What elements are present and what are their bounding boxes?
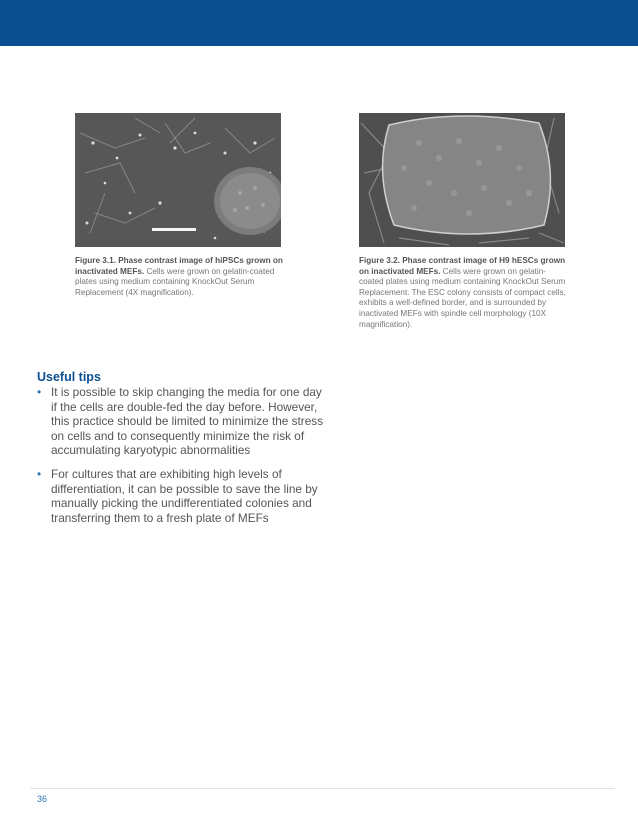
page-number: 36 [37,794,48,804]
figure-3-1-text: Cells were grown on gelatin-coated plates using medium containing KnockOut Serum Replacement (4X magnification). [75,266,275,297]
tip-text: It is possible to skip changing the media for one day if the cells are double-fed the day before. However, this practice should be limited to minimize the stress on cells and to consequently minimize the risk of accumulating karyotypic abnormalities [51,385,324,458]
figure-3-1-caption [75,256,283,298]
figure-3-2-title: Figure 3.2. Phase contrast image of H9 hESCs grown on inactivated MEFs. [359,256,566,276]
useful-tips-list [37,385,327,534]
header-bar [0,0,638,46]
bullet-icon: • [37,466,42,481]
figure-3-1-image [75,113,281,247]
figure-3-2-image [359,113,565,247]
figure-3-2-caption [359,256,567,330]
tip-text: For cultures that are exhibiting high levels of differentiation, it can be possible to save the line by manually picking the undifferentiated colonies and transferring them to a fresh plate of MEFs [51,466,318,525]
list-item [37,385,327,458]
figure-3-1-title: Figure 3.1. Phase contrast image of hiPSCs grown on inactivated MEFs. [75,256,283,276]
bullet-icon: • [37,385,42,399]
list-item [37,467,327,525]
figure-3-2-text: Cells were grown on gelatin-coated plates using medium containing KnockOut Serum Replacement. The ESC colony consists of compact cells, exhibits a well-defined border, and is surrounded by inactivated MEFs with spindle cell morphology (10X magnification). [359,266,566,329]
footer-divider [30,788,615,789]
useful-tips-heading: Useful tips [37,370,101,384]
